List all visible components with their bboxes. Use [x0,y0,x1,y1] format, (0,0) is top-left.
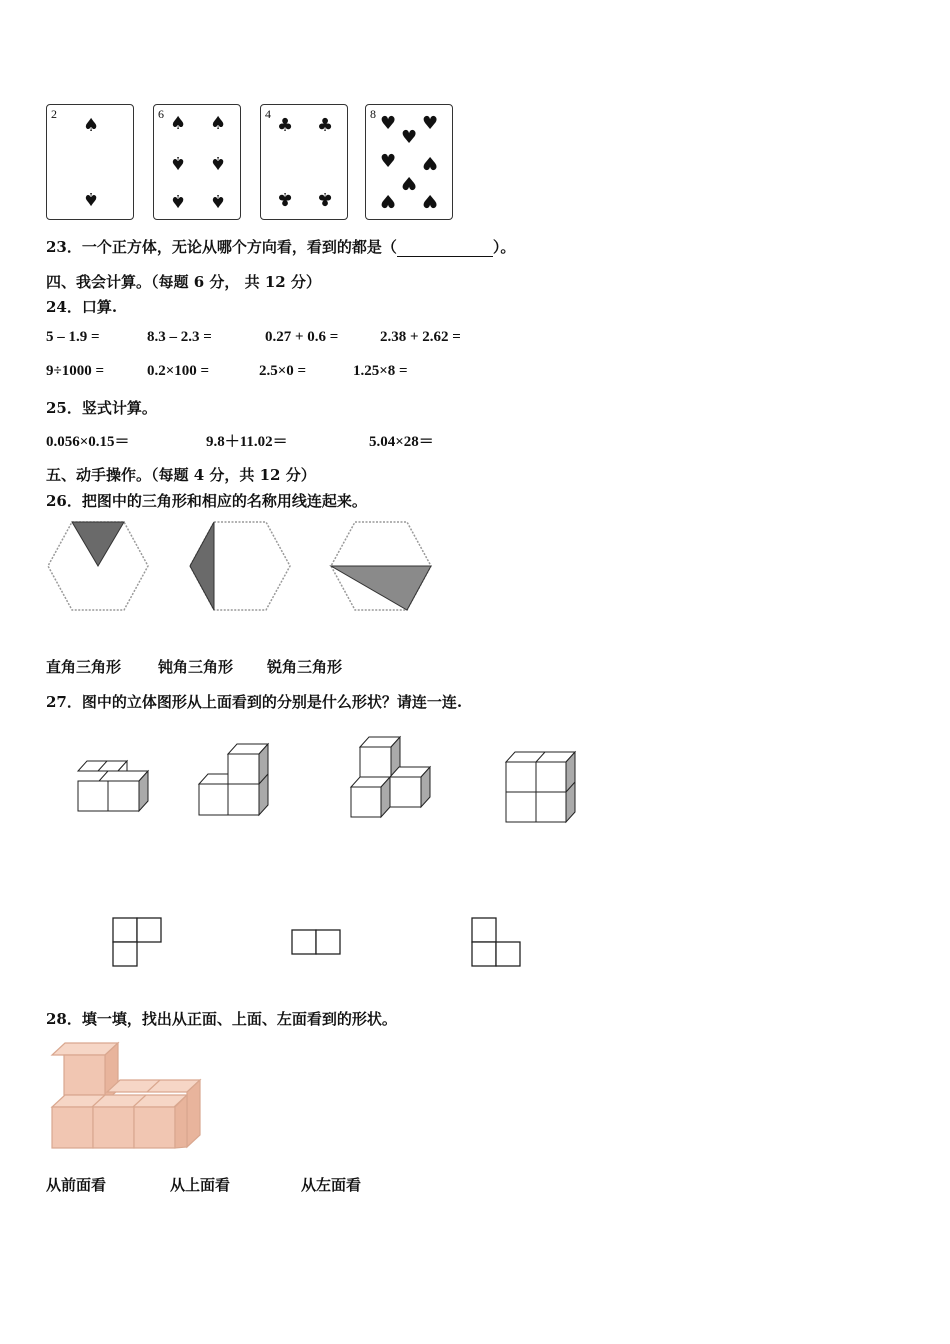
cube-figure-3 [350,736,433,818]
question-26-title: 26．把图中的三角形和相应的名称用线连起来。 [46,492,367,510]
calc-item: 9÷1000 = [46,363,105,379]
playing-card-2-spades [46,104,134,220]
card-rank: 2 [51,107,57,121]
heart-icon: ♥ [380,151,397,172]
triangle-label: 钝角三角形 [158,658,234,676]
club-icon: ♣ [277,188,294,209]
card-rank: 8 [370,107,376,121]
club-icon: ♣ [317,115,334,136]
hexagon-figure-1 [47,521,149,611]
card-rank: 4 [265,107,271,121]
cube-figure-2 [198,743,271,816]
view-label: 从左面看 [301,1176,362,1194]
heart-icon: ♥ [422,113,439,134]
playing-card-6-spades [153,104,241,220]
answer-blank[interactable] [397,242,493,257]
question-24-title: 24．口算. [46,298,118,316]
question-27-title: 27．图中的立体图形从上面看到的分别是什么形状？请连一连. [46,693,463,711]
spade-icon: ♠ [210,190,227,211]
heart-icon: ♥ [380,190,397,211]
playing-card-8-hearts [365,104,453,220]
cube-figure-1 [77,760,152,812]
top-view-shape-1 [112,917,162,967]
spade-icon: ♠ [83,188,100,209]
calc-item: 2.38 + 2.62 = [380,329,461,345]
calc-item: 5 – 1.9 = [46,329,100,345]
shaded-triangle [190,522,214,610]
calc-item: 9.8＋11.02＝ [206,434,288,450]
triangle-label: 直角三角形 [46,658,122,676]
hexagon-figure-3 [330,521,432,611]
card-rank: 6 [158,107,164,121]
colored-cube-stack [50,1040,205,1152]
calc-item: 0.27 + 0.6 = [265,329,339,345]
triangle-label: 锐角三角形 [267,658,343,676]
heart-icon: ♥ [380,113,397,134]
heart-icon: ♥ [401,172,418,193]
spade-icon: ♠ [210,113,227,134]
calc-item: 8.3 – 2.3 = [147,329,212,345]
spade-icon: ♠ [170,190,187,211]
heart-icon: ♥ [422,152,439,173]
spade-icon: ♠ [170,113,187,134]
question-28-title: 28．填一填，找出从正面、上面、左面看到的形状。 [46,1010,397,1028]
question-23 [46,236,515,257]
cube-figure-4 [505,751,577,824]
spade-icon: ♠ [170,152,187,173]
spade-icon: ♠ [83,115,100,136]
calc-item: 0.056×0.15＝ [46,434,130,450]
q23-text-end: ）。 [492,238,516,256]
spade-icon: ♠ [210,152,227,173]
heart-icon: ♥ [401,127,418,148]
hexagon-figure-2 [189,521,291,611]
heart-icon: ♥ [422,190,439,211]
view-label: 从前面看 [46,1176,107,1194]
calc-item: 2.5×0 = [259,363,307,379]
playing-card-4-clubs [260,104,348,220]
section-5-title: 五、动手操作。（每题 4 分，共 12 分） [46,466,316,484]
section-4-title: 四、我会计算。（每题 6 分， 共 12 分） [46,273,321,291]
club-icon: ♣ [277,115,294,136]
club-icon: ♣ [317,188,334,209]
calc-item: 5.04×28＝ [369,434,434,450]
q23-text: 23．一个正方体，无论从哪个方向看，看到的都是（ [46,238,397,256]
question-25-title: 25．竖式计算。 [46,399,157,417]
calc-item: 1.25×8 = [353,363,408,379]
top-view-shape-3 [471,917,522,967]
top-view-shape-2 [291,929,342,955]
view-label: 从上面看 [170,1176,231,1194]
calc-item: 0.2×100 = [147,363,210,379]
